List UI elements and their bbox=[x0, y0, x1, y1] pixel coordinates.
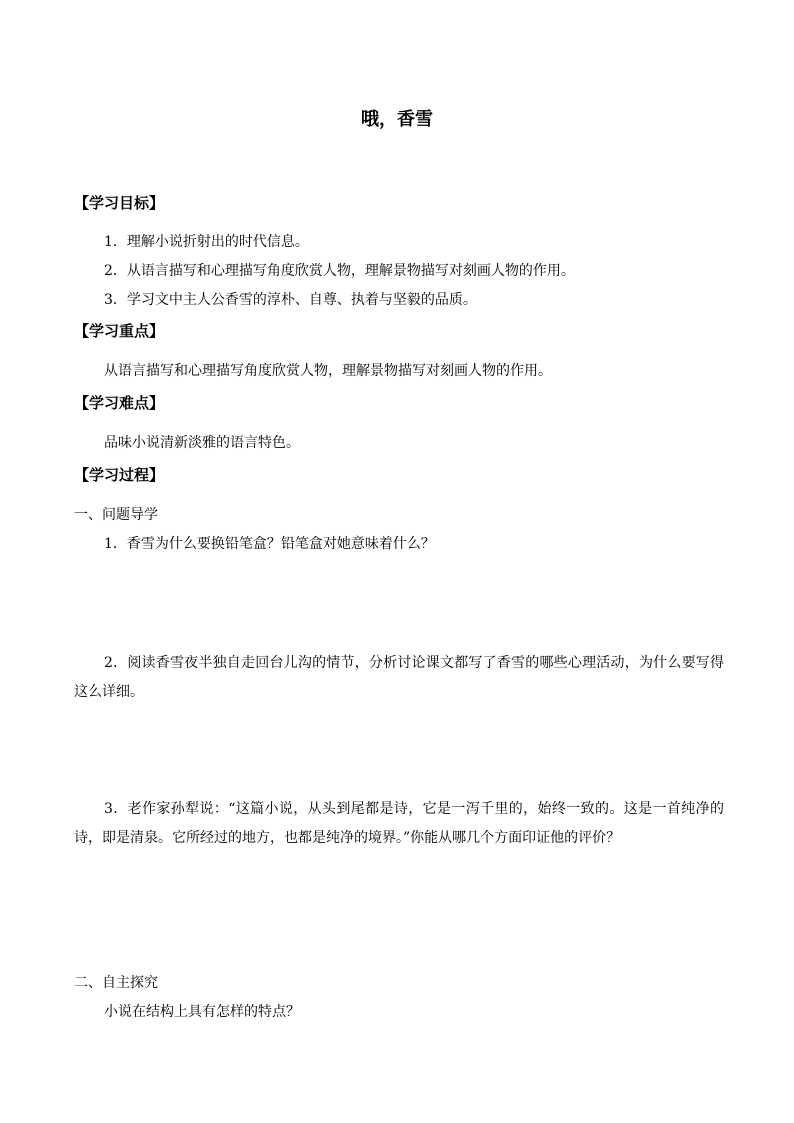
section-title: 一、问题导学 bbox=[74, 507, 158, 523]
objective-item: 2．从语言描写和心理描写角度欣赏人物，理解景物描写对刻画人物的作用。 bbox=[104, 263, 575, 279]
objectives-heading: 【学习目标】 bbox=[74, 194, 165, 212]
objective-item: 1．理解小说折射出的时代信息。 bbox=[104, 234, 309, 250]
key-points-text: 从语言描写和心理描写角度欣赏人物，理解景物描写对刻画人物的作用。 bbox=[104, 363, 552, 379]
question-structure: 小说在结构上具有怎样的特点？ bbox=[104, 1004, 300, 1020]
difficulties-heading: 【学习难点】 bbox=[74, 394, 165, 412]
objective-item: 3．学习文中主人公香雪的淳朴、自尊、执着与坚毅的品质。 bbox=[104, 292, 477, 308]
process-heading: 【学习过程】 bbox=[74, 466, 165, 484]
question-2: 2．阅读香雪夜半独自走回台儿沟的情节，分析讨论课文都写了香雪的哪些心理活动，为什么要写得这么详细。 bbox=[74, 655, 724, 700]
key-points-heading: 【学习重点】 bbox=[74, 322, 165, 340]
difficulties-text: 品味小说清新淡雅的语言特色。 bbox=[104, 435, 300, 451]
question-3: 3．老作家孙犁说：“这篇小说，从头到尾都是诗，它是一泻千里的，始终一致的。这是一首纯净的诗，即是清泉。它所经过的地方，也都是纯净的境界。”你能从哪几个方面印证他的评价？ bbox=[74, 801, 724, 846]
page-title: 哦，香雪 bbox=[361, 109, 433, 130]
section-title: 二、自主探究 bbox=[74, 975, 158, 991]
question-1: 1．香雪为什么要换铅笔盒？铅笔盒对她意味着什么？ bbox=[104, 536, 435, 552]
